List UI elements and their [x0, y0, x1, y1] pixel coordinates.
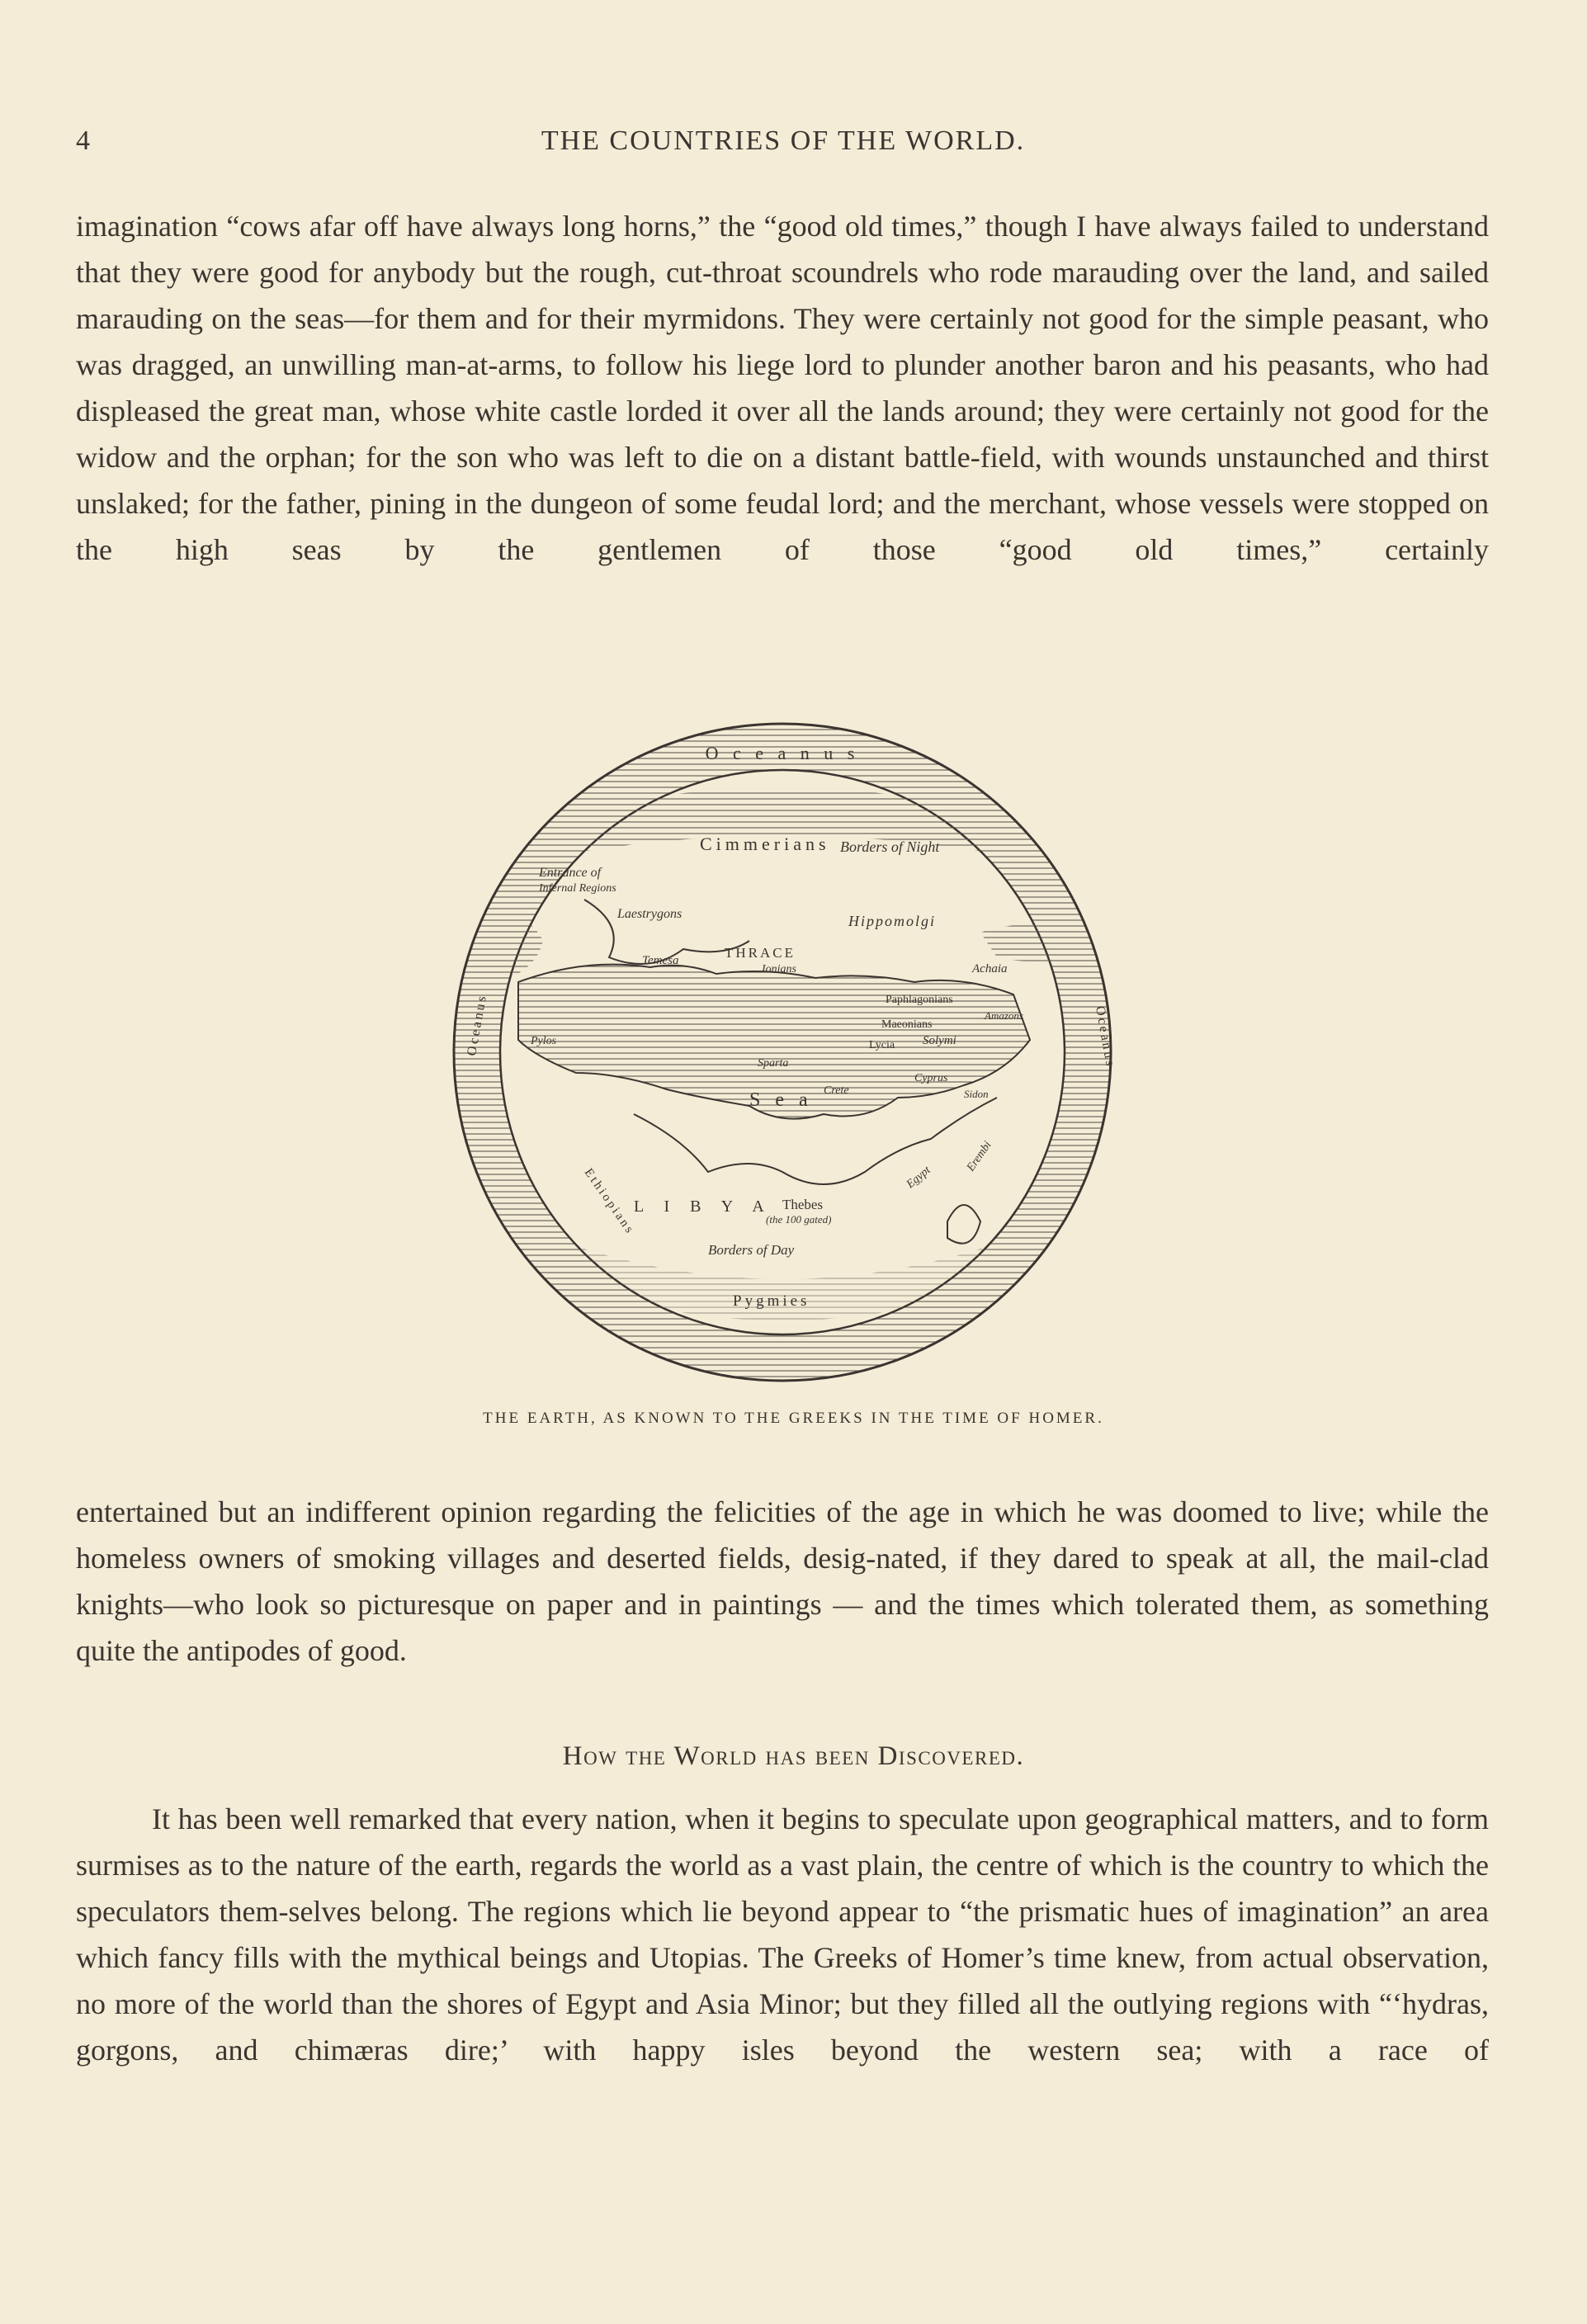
label-oceanus-top: O c e a n u s — [705, 743, 860, 763]
label-libya: L I B Y A — [634, 1197, 772, 1216]
label-temesa: Temesa — [642, 954, 679, 967]
label-sparta: Sparta — [758, 1057, 789, 1070]
label-solymi: Solymi — [923, 1034, 956, 1047]
label-oceanus-left: Oceanus — [465, 992, 490, 1057]
label-borders-of-day: Borders of Day — [708, 1242, 795, 1258]
label-entrance: Entrance of — [539, 866, 602, 880]
label-amazons: Amazons — [985, 1009, 1023, 1022]
section-heading: How the World has been Discovered. — [562, 1741, 1025, 1771]
label-oceanus-right: Oceanus — [1093, 1004, 1118, 1070]
label-sea: S e a — [749, 1089, 813, 1111]
paragraph-intro: imagination “cows afar off have always long horns,” the “good old times,” though I have always failed to understand that they were good for anybody but the rough, cut-throat scoundrels who rode marauding over the land, and sailed marauding on the seas—for them and for their myrmidons. They were certainly not good for the simple peasant, who was dragged, an unwilling man-at-arms, to follow his liege lord to plunder another baron and his peasants, who had displeased the great man, whose white castle lorded it over all the lands around; they were certainly not good for the widow and the orphan; for the son who was left to die on a distant battle-field, with wounds unstaunched and thirst unslaked; for the father, pining in the dungeon of some feudal lord; and the merchant, whose vessels were stopped on the high seas by the gentlemen of those “good old times,” certainly — [76, 210, 1489, 566]
label-egypt: Egypt — [904, 1164, 933, 1192]
label-ionians: Ionians — [762, 963, 796, 975]
running-head — [76, 125, 1490, 167]
homeric-world-map — [436, 710, 1129, 1395]
label-ethiopians: Ethiopians — [581, 1166, 637, 1238]
label-hippomolgi: Hippomolgi — [848, 913, 937, 929]
paragraph-continuation: entertained but an indifferent opinion regarding the felicities of the age in which he was doomed to live; while the homeless owners of smoking villages and deserted fields, desig-nated, if they dared to speak at all, the mail-clad knights—who look so picturesque on paper and in paintings — and the times which tolerated them, as something quite the antipodes of good. — [76, 1495, 1489, 1667]
label-thebes: Thebes — [782, 1197, 824, 1212]
page-number: 4 — [76, 125, 91, 156]
label-crete: Crete — [824, 1084, 849, 1097]
label-pygmies: Pygmies — [733, 1292, 810, 1310]
homeric-world-map-figure — [436, 710, 1129, 1395]
label-sidon: Sidon — [964, 1088, 989, 1100]
label-maeonians: Maeonians — [881, 1018, 933, 1031]
label-achaia: Achaia — [972, 962, 1008, 975]
label-paphlagonians: Paphlagonians — [886, 994, 953, 1006]
label-pylos: Pylos — [531, 1035, 557, 1047]
figure-caption: THE EARTH, AS KNOWN TO THE GREEKS IN THE TIME OF HOMER. — [483, 1410, 1104, 1427]
label-thebes-note: (the 100 gated) — [766, 1213, 832, 1226]
paragraph-discovery: It has been well remarked that every nation, when it begins to speculate upon geographical matters, and to form surmises as to the nature of the earth, regards the world as a vast plain, the centre of which is the country to which the speculators them-selves belong. The regions which lie beyond appear to “the prismatic hues of imagination” an area which fancy fills with the mythical beings and Utopias. The Greeks of Homer’s time knew, from actual observation, no more of the world than the shores of Egypt and Asia Minor; but they filled all the outlying regions with “‘hydras, gorgons, and chimæras dire;’ with happy isles beyond the western sea; with a race of — [76, 1802, 1489, 2067]
running-title: THE COUNTRIES OF THE WORLD. — [541, 125, 1026, 156]
label-cyprus: Cyprus — [914, 1072, 948, 1084]
label-laestrygons: Laestrygons — [617, 907, 683, 921]
label-thrace: THRACE — [725, 945, 796, 961]
label-lycia: Lycia — [869, 1039, 895, 1051]
label-cimmerians: Cimmerians — [700, 834, 830, 854]
label-infernal-regions: Infernal Regions — [539, 882, 616, 895]
label-borders-of-night: Borders of Night — [840, 838, 940, 855]
label-erembi: Erembi — [964, 1139, 994, 1174]
